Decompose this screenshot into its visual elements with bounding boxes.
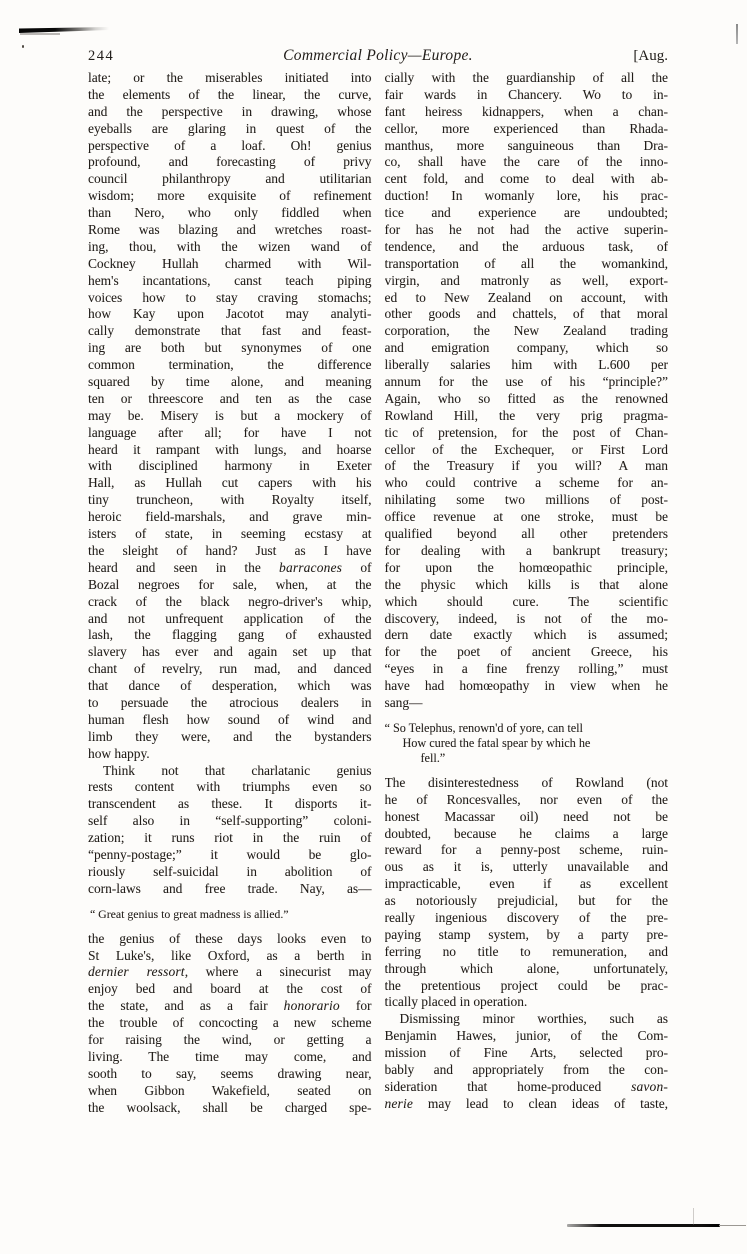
text-line: cially with the guardianship of all the	[384, 70, 668, 85]
text-line: the trouble of concocting a new scheme	[88, 1015, 372, 1031]
text-line: language after all; for have I not	[88, 424, 372, 440]
text-line: heroic field-marshals, and grave min-	[88, 509, 372, 525]
text-line: voices how to stay craving stomachs;	[88, 289, 372, 305]
running-header	[88, 47, 668, 65]
text-line: who could contrive a scheme for an-	[384, 475, 668, 491]
text-line: annum for the use of his “principle?”	[384, 374, 668, 390]
text-line: have had homœopathy in view when he	[384, 678, 668, 694]
text-line: hem's incantations, canst teach piping	[88, 272, 372, 288]
text-line: heard it rampant with lungs, and hoarse	[88, 441, 372, 457]
text-line: rests content with triumphs even so	[88, 779, 372, 795]
text-line: cent fold, and come to deal with ab-	[384, 171, 668, 187]
text-line: tically placed in operation.	[384, 994, 528, 1010]
scan-tick-bottom-right	[693, 1208, 694, 1225]
text-line: and emigration company, which so	[384, 340, 668, 356]
text-line: squared by time alone, and meaning	[88, 374, 372, 390]
text-line: tice and experience are undoubted;	[384, 205, 668, 221]
text-line: sooth to say, seems drawing near,	[88, 1065, 372, 1081]
text-line: when Gibbon Wakefield, seated on	[88, 1082, 372, 1098]
scan-ink-dot	[22, 45, 24, 48]
text-line: ous as it is, utterly unavailable and	[384, 859, 668, 875]
text-line: Rowland Hill, the very prig pragma-	[384, 407, 668, 423]
text-line: Dismissing minor worthies, such as	[399, 1011, 668, 1027]
scan-line-bottom-right	[567, 1224, 720, 1227]
text-line: that dance of desperation, which was	[88, 678, 372, 694]
text-line: ing are both but synonymes of one	[88, 340, 372, 356]
text-line: through which alone, unfortunately,	[384, 960, 668, 976]
text-line: chant of revelry, run mad, and danced	[88, 661, 372, 677]
text-line: wisdom; more exquisite of refinement	[88, 188, 372, 204]
text-line: eyeballs are glaring in quest of the	[88, 120, 372, 136]
text-line: cellor, more experienced than Rhada-	[384, 120, 668, 136]
text-line: which should cure. The scientific	[384, 593, 668, 609]
text-line: dern date exactly which is assumed;	[384, 627, 668, 643]
text-line: liberally salaries him with L.600 per	[384, 357, 668, 373]
issue-month: [Aug.	[633, 48, 668, 64]
text-line: fant heiress kidnappers, when a chan-	[384, 103, 668, 119]
text-line: mission of Fine Arts, selected pro-	[384, 1045, 668, 1061]
text-line: lash, the flagging gang of exhausted	[88, 627, 372, 643]
text-line: cally demonstrate that fast and feast-	[88, 323, 372, 339]
text-line: limb they were, and the bystanders	[88, 728, 372, 744]
text-line: the elements of the linear, the curve,	[88, 86, 372, 102]
text-line: profound, and forecasting of privy	[88, 154, 372, 170]
text-line: ferring no title to remuneration, and	[384, 943, 668, 959]
text-line: Benjamin Hawes, junior, of the Com-	[384, 1028, 668, 1044]
text-line: and the perspective in drawing, whose	[88, 103, 372, 119]
text-line: the physic which kills is that alone	[384, 576, 668, 592]
text-line: duction! In womanly lore, his prac-	[384, 188, 668, 204]
text-line: tendence, and the arduous task, of	[384, 238, 668, 254]
text-line: co, shall have the care of the inno-	[384, 154, 668, 170]
text-line: reward for a penny-post scheme, ruin-	[384, 842, 668, 858]
text-line: The disinterestedness of Rowland (not	[384, 774, 668, 790]
text-line: human flesh how sound of wind and	[88, 711, 372, 727]
text-line: isters of state, in seeming ecstasy at	[88, 526, 372, 542]
text-line: riously self-suicidal in abolition of	[88, 863, 372, 879]
text-line: crack of the black negro-driver's whip,	[88, 593, 372, 609]
text-line: cellor of the Exchequer, or First Lord	[384, 441, 668, 457]
text-line: Hall, as Hullah cut capers with his	[88, 475, 372, 491]
text-line: tic of pretension, for the post of Chan-	[384, 424, 668, 440]
text-line: as notoriously prejudicial, but for the	[384, 893, 668, 909]
text-block	[88, 70, 668, 1116]
text-line: slavery has ever and again set up that	[88, 644, 372, 660]
text-line: fair wards in Chancery. Wo to in-	[384, 86, 668, 102]
text-line: qualified beyond all other pretenders	[384, 526, 668, 542]
text-line: enjoy bed and board at the cost of	[88, 981, 372, 997]
text-line: other goods and chattels, of that moral	[384, 306, 668, 322]
text-line: and not unfrequent application of the	[88, 610, 372, 626]
text-line: for the poet of ancient Greece, his	[384, 644, 668, 660]
text-line: council philanthropy and utilitarian	[88, 171, 372, 187]
text-line: corn-laws and free trade. Nay, as—	[88, 880, 372, 896]
text-line: paying stamp system, by a party pre-	[384, 926, 668, 942]
text-line: ed to New Zealand on account, with	[384, 289, 668, 305]
text-line: tiny truncheon, with Royalty itself,	[88, 492, 372, 508]
text-line: Again, who so fitted as the renowned	[384, 390, 668, 406]
text-line: How cured the fatal spear by which he	[402, 735, 591, 750]
text-line: the genius of these days looks even to	[88, 930, 372, 946]
text-line: ten or threescore and ten as the case	[88, 390, 372, 406]
text-line: for upon the homœopathic principle,	[384, 559, 668, 575]
text-line: Think not that charlatanic genius	[103, 762, 372, 778]
text-line: how Kay upon Jacotot may analyti-	[88, 306, 372, 322]
page-number: 244	[88, 48, 115, 64]
text-line: late; or the miserables initiated into	[88, 70, 372, 85]
text-line: the sleight of hand? Just as I have	[88, 542, 372, 558]
text-line: perspective of a loaf. Oh! genius	[88, 137, 372, 153]
text-line: nerie may lead to clean ideas of taste,	[384, 1095, 668, 1111]
text-line: of the Treasury if you will? A man	[384, 458, 668, 474]
text-line: for raising the wind, or getting a	[88, 1031, 372, 1047]
text-line: heard and seen in the barracones of	[88, 559, 372, 575]
text-line: honest Macassar oil) need not be	[384, 808, 668, 824]
text-line: with disciplined harmony in Exeter	[88, 458, 372, 474]
text-line: how happy.	[88, 745, 150, 761]
text-line: “penny-postage;” it would be glo-	[88, 846, 372, 862]
text-line: transportation of all the womankind,	[384, 255, 668, 271]
text-line: to persuade the atrocious dealers in	[88, 694, 372, 710]
text-line: “eyes in a fine frenzy rolling,” must	[384, 661, 668, 677]
text-line: fell.”	[420, 750, 446, 765]
scan-mark-top-right	[736, 24, 738, 44]
text-line: the pretentious project could be prac-	[384, 977, 668, 993]
text-line: “ So Telephus, renown'd of yore, can tell	[384, 720, 583, 735]
text-line: really ingenious discovery of the pre-	[384, 909, 668, 925]
text-line: virgin, and matronly as well, export-	[384, 272, 668, 288]
text-line: sang—	[384, 694, 423, 710]
text-line: Bozal negroes for sale, when, at the	[88, 576, 372, 592]
text-line: doubted, because he claims a large	[384, 825, 668, 841]
text-line: living. The time may come, and	[88, 1048, 372, 1064]
text-line: may be. Misery is but a mockery of	[88, 407, 372, 423]
text-line: bably and appropriately from the con-	[384, 1061, 668, 1077]
left-column	[88, 70, 372, 1116]
text-line: office revenue at one stroke, must be	[384, 509, 668, 525]
text-line: transcendent as these. It disports it-	[88, 796, 372, 812]
right-column	[385, 70, 669, 1116]
text-line: “ Great genius to great madness is allied.”	[90, 906, 289, 921]
text-line: dernier ressort, where a sinecurist may	[88, 964, 372, 980]
text-line: zation; it runs riot in the ruin of	[88, 830, 372, 846]
text-line: for has he not had the active superin-	[384, 222, 668, 238]
text-line: Cockney Hullah charmed with Wil-	[88, 255, 372, 271]
text-line: for dealing with a bankrupt treasury;	[384, 542, 668, 558]
text-line: discovery, indeed, is not of the mo-	[384, 610, 668, 626]
text-line: the state, and as a fair honorario for	[88, 998, 372, 1014]
scan-ink-streak-shadow	[20, 33, 60, 35]
text-line: Rome was blazing and wretches roast-	[88, 222, 372, 238]
running-title: Commercial Policy—Europe.	[283, 47, 473, 64]
text-line: nihilating some two millions of post-	[384, 492, 668, 508]
scan-line-bottom-right-faint	[719, 1225, 746, 1226]
text-line: than Nero, who only fiddled when	[88, 205, 372, 221]
text-line: common termination, the difference	[88, 357, 372, 373]
text-line: ing, thou, with the wizen wand of	[88, 238, 372, 254]
text-line: impracticable, even if as excellent	[384, 876, 668, 892]
text-line: self also in “self-supporting” coloni-	[88, 813, 372, 829]
text-line: corporation, the New Zealand trading	[384, 323, 668, 339]
text-line: the woolsack, shall be charged spe-	[88, 1099, 372, 1115]
text-line: St Luke's, like Oxford, as a berth in	[88, 947, 372, 963]
text-line: sideration that home-produced savon-	[384, 1078, 668, 1094]
text-line: he of Roncesvalles, nor even of the	[384, 791, 668, 807]
text-line: manthus, more sanguineous than Dra-	[384, 137, 668, 153]
